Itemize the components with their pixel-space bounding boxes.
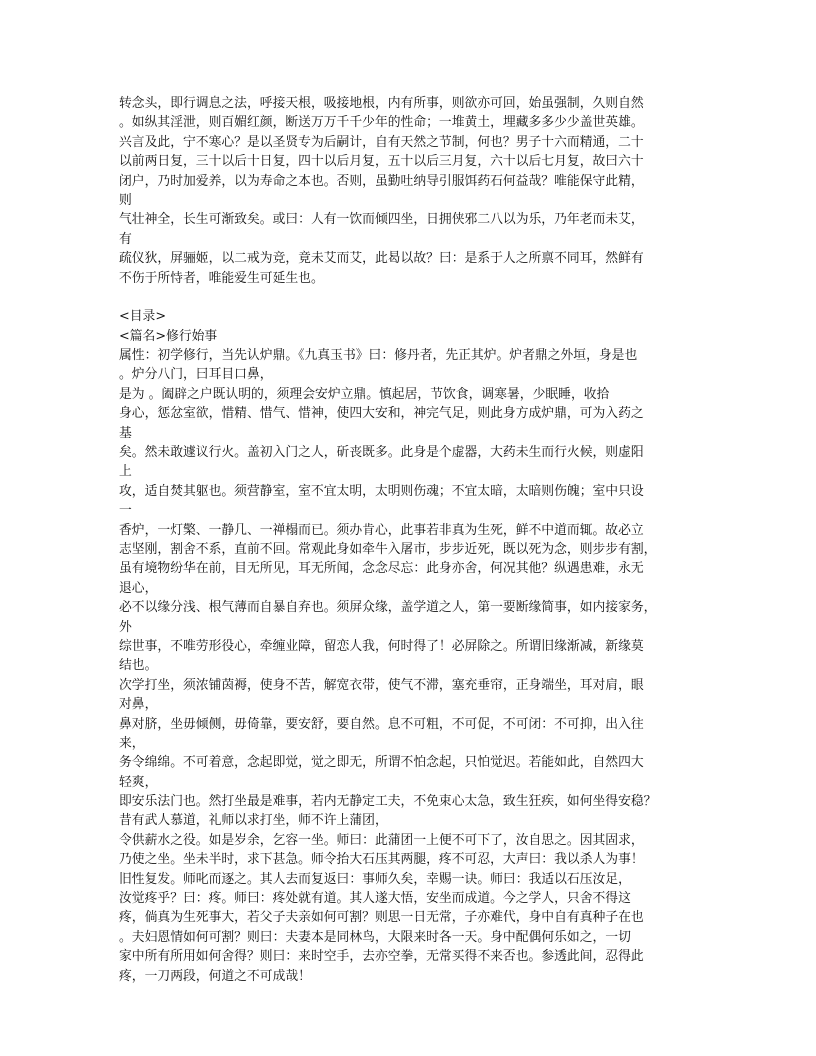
text-line: 疼，倘真为生死事大，若父子夫亲如何可割？则思一日无常，子亦难代，身中自有真种子在也: [119, 910, 644, 926]
text-line: 乃使之坐。坐未半时，求下甚急。师令抬大石压其两腿，疼不可忍，大声曰：我以杀人为事！: [119, 852, 644, 868]
chapter-title: <篇名>修行始事: [119, 328, 218, 344]
text-line: 。夫妇恩情如何可割？则曰：夫妻本是同林鸟，大限来时各一天。身中配偶何乐如之，一切: [119, 929, 631, 945]
text-line: 昔有武人慕道，礼师以求打坐，师不许上蒲团，: [119, 813, 388, 829]
text-line: 必不以缘分浅、根气薄而自暴自弃也。须屏众缘，盖学道之人，第一要断缘简事，如内接家务，: [119, 600, 657, 616]
text-line: 上: [119, 464, 132, 480]
text-line: 气壮神全，长生可渐致矣。或曰：人有一饮而倾四坐，日拥侠邪二八以为乐，乃年老而未艾，: [119, 212, 644, 228]
text-line: 次学打坐，须浓铺茵褥，使身不苦，解宽衣带，使气不滞，塞充垂帘，正身端坐，耳对肩，眼: [119, 677, 644, 693]
text-line: 旧性复发。师叱而逐之。其人去而复返曰：事师久矣，幸赐一诀。师曰：我适以石压汝足，: [119, 871, 631, 887]
text-line: 转念头，即行调息之法，呼接天根，吸接地根，内有所事，则欲亦可回，始虽强制，久则自然: [119, 96, 644, 111]
text-line: 退心，: [119, 580, 158, 596]
text-line: 身心，惩忿室欲，惜精、惜气、惜神，使四大安和，神完气足，则此身方成炉鼎，可为入药之: [119, 406, 644, 422]
text-line: 一: [119, 503, 132, 519]
text-line: 令供薪水之役。如是岁余，乞容一坐。师曰：此蒲团一上便不可下了，汝自思之。因其固求，: [119, 832, 644, 848]
text-line: 攻，适自焚其躯也。须营静室，室不宜太明，太明则伤魂；不宜太暗，太暗则伤魄；室中只设: [119, 483, 644, 499]
paragraph-section-2: [119, 307, 699, 986]
text-line: 结也。: [119, 658, 158, 674]
text-line: 是为 。阖辟之户既认明的，须理会安炉立鼎。慎起居，节饮食，调寒暑，少眠睡，收拾: [119, 386, 610, 402]
document-page: [119, 94, 699, 986]
text-line: 虽有境物纷华在前，目无所见，耳无所闻，念念尽忘：此身亦舍，何况其他？纵遇患难，永无: [119, 561, 644, 577]
text-line: 鼻对脐，坐毋倾侧，毋倚靠，要安舒，要自然。息不可粗，不可促，不可闭：不可抑，出入往: [119, 716, 644, 732]
text-line: 。如纵其淫泄，则百媚红颜，断送万万千千少年的性命；一堆黄土，埋藏多多少少盖世英雄。: [119, 115, 644, 131]
text-line: 家中所有所用如何舍得？则曰：来时空手，去亦空拳，无常买得不来否也。参透此间，忍得此: [119, 949, 644, 965]
text-line: 外: [119, 619, 132, 635]
text-line: 来，: [119, 735, 145, 751]
text-line: 不伤于所恃者，唯能爱生可延生也。: [119, 270, 324, 286]
text-line: 以前两日复，三十以后十日复，四十以后月复，五十以后三月复，六十以后七月复，故曰六十: [119, 154, 644, 170]
text-line: 疏仪狄，屏骊姬，以二戒为竞，竟未艾而艾，此曷以故？曰：是系于人之所禀不同耳，然鲜有: [119, 251, 644, 267]
text-line: 汝觉疼乎？曰：疼。师曰：疼处就有道。其人遂大悟，安坐而成道。今之学人，只舍不得这: [119, 891, 631, 907]
text-line: 轻爽，: [119, 774, 158, 790]
text-line: 矣。然未敢遽议行火。盖初入门之人，斫丧既多。此身是个虚器，大药未生而行火候，则虚阳: [119, 445, 644, 461]
text-line: 基: [119, 425, 132, 441]
text-line: 疼，一刀两段，何道之不可成哉！: [119, 968, 311, 984]
text-line: 有: [119, 231, 132, 247]
text-line: 属性：初学修行，当先认炉鼎。《九真玉书》曰：修丹者，先正其炉。炉者鼎之外垣，身是也: [119, 348, 638, 364]
catalog-heading: <目录>: [119, 309, 167, 325]
text-line: 即安乐法门也。然打坐最是难事，若内无静定工夫，不免束心太急，致生狂疾，如何坐得安稳？: [119, 794, 657, 810]
text-line: 志坚刚，割舍不系，直前不回。常观此身如牵牛入屠市，步步近死，既以死为念，则步步有割，: [119, 541, 657, 557]
text-line: 闭户，乃时加爱养，以为寿命之本也。否则，虽勤吐纳导引服饵药石何益哉？唯能保守此精，: [119, 173, 644, 189]
text-line: 香炉，一灯檠、一静几、一禅榻而已。须办肯心，此事若非真为生死，鲜不中道而辄。故必立: [119, 522, 644, 538]
text-line: 务令绵绵。不可着意，念起即觉，觉之即无，所谓不怕念起，只怕觉迟。若能如此，自然四大: [119, 755, 644, 771]
text-line: 对鼻，: [119, 697, 158, 713]
text-line: 则: [119, 192, 132, 208]
text-line: 。炉分八门，曰耳目口鼻，: [119, 367, 273, 383]
paragraph-gap: [119, 288, 699, 307]
paragraph-section-1: [119, 94, 699, 288]
text-line: 综世事，不唯劳形役心，牵缠业障，留恋人我，何时得了！必屏除之。所谓旧缘渐减，新缘莫: [119, 638, 644, 654]
text-line: 兴言及此，宁不寒心？是以圣贤专为后嗣计，自有天然之节制，何也？男子十六而精通，二十: [119, 134, 644, 150]
